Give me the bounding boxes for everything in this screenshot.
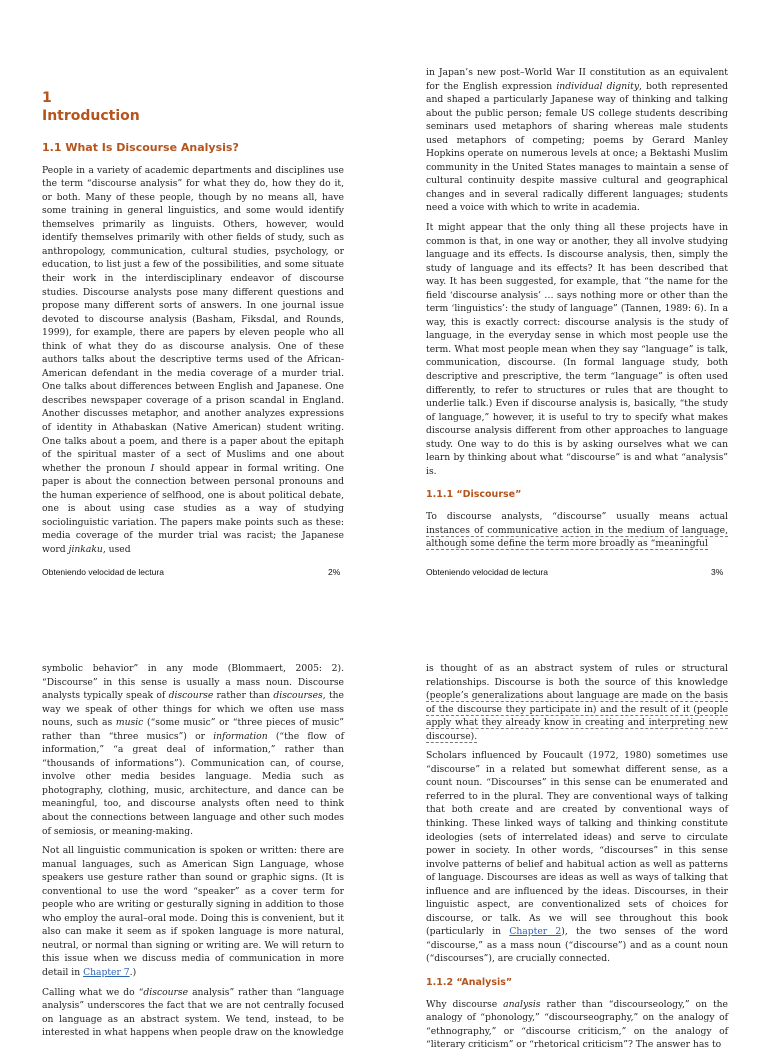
text-run: should appear in formal writing. One paper is about the connection between personal pronouns and the human experience of selfhood, one is about political debate, one is about using case studies as a way of studying sociolinguistic variation. The papers make points such as these: media coverage of the murder trial was racist; the Japanese word: [42, 462, 344, 555]
text-run: rather than: [213, 690, 274, 702]
text-run: Why discourse: [426, 998, 504, 1010]
highlighted-text[interactable]: (people’s generalizations about language are made on the basis of the discourse they participate in) and the result of it (people apply what they already know in creating and interpreting new discourse).: [426, 690, 728, 742]
page4-column: [426, 662, 728, 1051]
text-run: , the way we speak of other things for which we often use mass nouns, such as: [42, 690, 344, 729]
text-run: ), the two senses of the word “discourse,” as a mass noun (“discourse”) and as a count noun (“discourses”), are crucially connected.: [426, 926, 728, 965]
text-run: Not all linguistic communication is spoken or written: there are manual languages, such as American Sign Language, whose speakers use gesture rather than sound or graphic signs. (It is conventional to use the word “speaker” as a cover term for people who are writing or gesturally signing in addition to those who employ the aural–oral mode. Doing this is convenient, but it also can make it seem as if spoken language is more natural, neutral, or normal than signing or writing are. We will return to this issue when we discuss media of communication in more detail in: [42, 845, 344, 979]
body-paragraph: [42, 164, 344, 557]
text-run: , both represented and shaped a particularly Japanese way of thinking and talking about the public person; female US college students describing seminars used metaphors of sharing whereas male students used metaphors of competing; poems by Gerard Manley Hopkins operate on numerous levels at once; a Bektashi Muslim community in the United States manages to maintain a sense of cultural continuity despite massive cultural and geographical changes and in several radically different languages; students need a voice with which to write in academia.: [426, 80, 729, 214]
reading-progress-label: Obteniendo velocidad de lectura: [426, 567, 548, 577]
italic-term: jinkaku: [68, 543, 103, 555]
page3-column: [42, 662, 345, 1039]
text-run: , used: [102, 543, 131, 555]
highlighted-text[interactable]: instances of communicative action in the medium of language, although some define the term more broadly as “meaningful: [426, 524, 728, 550]
reading-progress-percent: 2%: [328, 567, 341, 577]
body-paragraph: [42, 662, 344, 838]
body-paragraph: [426, 510, 728, 551]
text-run: Calling what we do “: [42, 986, 144, 998]
text-run: .): [129, 967, 137, 979]
text-run: symbolic behavior” in any mode (Blommaert, 2005: 2). “Discourse” in this sense is usually a mass noun. Discourse analysts typically speak of: [42, 663, 344, 702]
body-paragraph: [426, 66, 728, 215]
text-run: in Japan’s new post–World War II constitution as an equivalent for the English expression: [426, 67, 728, 92]
italic-term: information: [213, 730, 268, 742]
text-run: Scholars influenced by Foucault (1972, 1980) sometimes use “discourse” in a related but somewhat different sense, as a count noun. “Discourses” in this sense can be enumerated and referred to in the plural. They are conventional ways of talking that both create and are created by conventional ways of thinking. These linked ways of talking and thinking constitute ideologies (sets of interrelated ideas) and serve to circulate power in society. In other words, “discourses” in this sense involve patterns of belief and habitual action as well as patterns of language. Discourses are ideas as well as ways of talking that influence and are influenced by the ideas. Discourses, in their linguistic aspect, are conventionalized sets of choices for discourse, or talk. As we will see throughout this book (particularly in: [426, 750, 728, 938]
text-run: analysis” rather than “language analysis” underscores the fact that we are not centrally focused on language as an abstract system. We tend, instead, to be interested in what happens when people draw on the knowledge: [42, 986, 345, 1039]
section-title: 1.1 What Is Discourse Analysis?: [42, 141, 239, 155]
italic-term: I: [150, 462, 155, 474]
chapter-2-link[interactable]: Chapter 2: [509, 926, 562, 938]
italic-term: discourse: [168, 690, 214, 702]
text-run: (“some music” or “three pieces of music” rather than “three musics”) or: [42, 717, 344, 742]
text-run: To discourse analysts, “discourse” usually means actual: [426, 510, 728, 522]
subsection-title: 1.1.2 “Analysis”: [426, 977, 513, 989]
body-paragraph: [42, 986, 344, 1040]
italic-term: analysis: [503, 998, 541, 1010]
page2-column: [426, 66, 729, 550]
body-paragraph: It might appear that the only thing all these projects have in common is that, in one way or another, they all involve studying language and its effects. Is discourse analysis, then, simply the study of language and its effects? It has been described that way. It has been suggested, for example, that “the name for the field ‘discourse analysis’ … says nothing more or other than the term ‘linguistics’: the study of language” (Tannen, 1989: 6). In a way, this is exactly correct: discourse analysis is the study of language, in the everyday sense in which most people use the term. What most people mean when they say “language” is talk, communication, discourse. (In formal language study, both descriptive and prescriptive, the term “language” is often used differently, to refer to structures or rules that are thought to underlie talk.) Even if discourse analysis is, basically, “the study of language,” however, it is useful to try to specify what makes discourse analysis different from other approaches to language study. One way to do this is by asking ourselves what we can learn by thinking about what “discourse” is and what “analysis” is.: [426, 222, 728, 477]
page1-column: [42, 90, 344, 555]
body-paragraph: [42, 844, 344, 979]
reading-progress-percent: 3%: [711, 567, 724, 577]
text-run: (“the flow of information,” “a great deal of information,” rather than “thousands of informations”). Communication can, of course, involve other media besides language. Media such as photography, clothing, music, architecture, and dance can be meaningful, too, and discourse analysts often need to think about the connections between language and other such modes of semiosis, or meaning-making.: [42, 730, 344, 837]
chapter-7-link[interactable]: Chapter 7: [83, 967, 130, 979]
text-run: rather than “discourseology,” on the analogy of “phonology,” “discourseography,” on the analogy of “ethnography,” or “discourse criticism,” on the analogy of “literary criticism” or “rhetorical criticism”? The answer has to: [426, 998, 728, 1051]
body-paragraph: [426, 749, 728, 966]
italic-term: discourses: [273, 690, 323, 702]
italic-term: individual dignity: [556, 80, 640, 92]
body-paragraph: [426, 662, 728, 743]
italic-term: music: [115, 717, 144, 729]
chapter-number: 1: [42, 90, 52, 106]
text-run: People in a variety of academic departments and disciplines use the term “discourse analysis” for what they do, how they do it, or both. Many of these people, though by no means all, have some training in general linguistics, and some would identify themselves primarily as linguists. Others, however, would identify themselves primarily with other fields of study, such as anthropology, communication, cultural studies, psychology, or education, to list just a few of the possibilities, and some situate their work in the interdisciplinary endeavor of discourse studies. Discourse analysts pose many different questions and propose many different sorts of answers. In one journal issue devoted to discourse analysis (Basham, Fiksdal, and Rounds, 1999), for example, there are papers by eleven people who all think of what they do as discourse analysis. One of these authors talks about the descriptive terms used of the African-American defendant in the media coverage of a murder trial. One talks about differences between English and Japanese. One describes newspaper coverage of a prison scandal in England. Another discusses metaphor, and another analyzes expressions of identity in Athabaskan (Native American) student writing. One talks about a poem, and there is a paper about the epitaph of the spiritual master of a sect of Muslims and one about whether the pronoun: [42, 164, 344, 474]
chapter-title: Introduction: [42, 107, 140, 124]
italic-term: discourse: [143, 986, 189, 998]
subsection-title: 1.1.1 “Discourse”: [426, 489, 522, 501]
text-run: is thought of as an abstract system of rules or structural relationships. Discourse is both the source of this knowledge: [426, 663, 728, 688]
reading-progress-label: Obteniendo velocidad de lectura: [42, 567, 164, 577]
body-paragraph: [426, 998, 728, 1052]
